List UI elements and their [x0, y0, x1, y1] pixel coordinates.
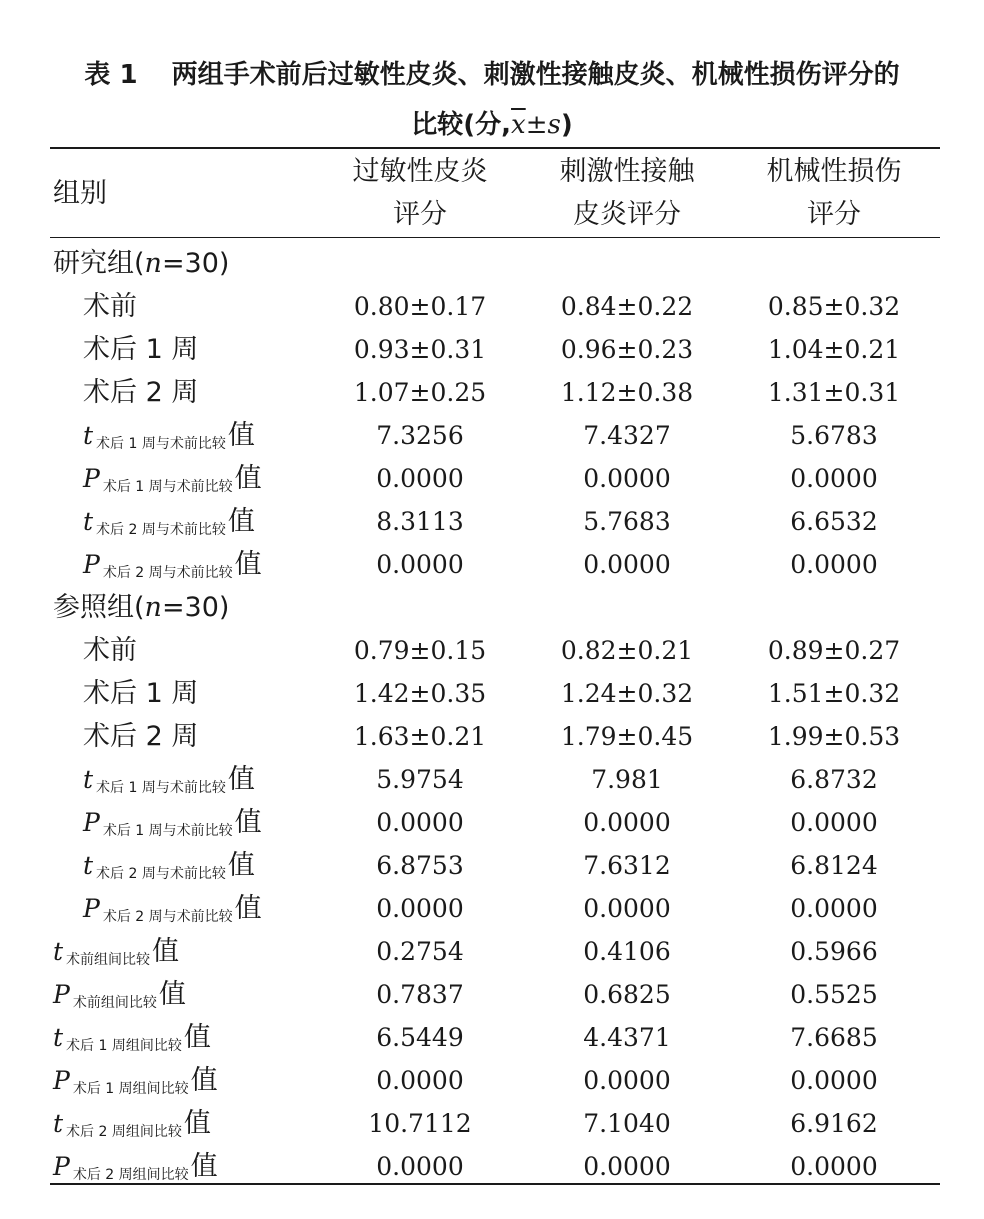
cell-value: 0.96±0.23	[560, 335, 694, 364]
cell-value: 7.4327	[583, 421, 671, 450]
row-label	[83, 629, 137, 672]
stat-suffix: 值	[234, 807, 262, 838]
stat-subscript: 术后 1 周组间比较	[72, 1081, 189, 1097]
cell-value	[320, 242, 520, 285]
stat-symbol: P	[83, 808, 100, 837]
cell-value	[527, 242, 727, 285]
table-row	[0, 1145, 984, 1188]
row-label	[53, 1059, 218, 1102]
stat-suffix: 值	[227, 850, 255, 881]
cell-value: 8.3113	[376, 507, 464, 536]
stat-subscript: 术后 2 周与术前比较	[96, 522, 226, 538]
stat-suffix: 值	[227, 506, 255, 537]
cell-value: 1.04±0.21	[767, 335, 901, 364]
sample-size-symbol: n	[144, 592, 162, 623]
timepoint-label: 术后 1 周	[83, 334, 199, 365]
table-row	[0, 1016, 984, 1059]
header-col-irritant-line2: 皮炎评分	[573, 199, 681, 230]
table-row	[0, 285, 984, 328]
table-row	[0, 758, 984, 801]
stat-suffix: 值	[158, 979, 186, 1010]
table-top-rule	[50, 147, 940, 149]
stat-suffix: 值	[227, 420, 255, 451]
stat-symbol: t	[83, 851, 94, 880]
stat-suffix: 值	[234, 893, 262, 924]
row-label	[53, 973, 186, 1016]
row-label	[83, 801, 262, 844]
cell-value: 0.0000	[376, 894, 464, 923]
cell-value: 0.82±0.21	[560, 636, 694, 665]
table-row	[0, 930, 984, 973]
stat-symbol: t	[53, 1023, 64, 1052]
cell-value: 0.0000	[376, 550, 464, 579]
stat-suffix: 值	[190, 1151, 218, 1182]
cell-value: 0.84±0.22	[560, 292, 694, 321]
table-title: 两组手术前后过敏性皮炎、刺激性接触皮炎、机械性损伤评分的	[171, 60, 900, 90]
stat-symbol: P	[83, 464, 100, 493]
cell-value: 0.0000	[583, 1152, 671, 1181]
table-caption-line1	[0, 60, 984, 90]
timepoint-label: 术前	[83, 291, 137, 322]
cell-value	[527, 586, 727, 629]
sample-size-symbol: n	[144, 248, 162, 279]
stat-symbol: P	[53, 980, 70, 1009]
sample-size-value: =30)	[161, 248, 230, 279]
cell-value: 0.0000	[790, 894, 878, 923]
cell-value: 1.31±0.31	[767, 378, 901, 407]
cell-value: 7.1040	[583, 1109, 671, 1138]
cell-value: 0.2754	[376, 937, 464, 966]
cell-value: 1.79±0.45	[560, 722, 694, 751]
row-label	[83, 414, 255, 457]
header-col-mechanical-line2: 评分	[807, 199, 861, 230]
cell-value: 7.6685	[790, 1023, 878, 1052]
cell-value: 5.6783	[790, 421, 878, 450]
group-name: 研究组(	[53, 248, 145, 279]
timepoint-label: 术前	[83, 635, 137, 666]
cell-value: 1.12±0.38	[560, 378, 694, 407]
cell-value: 0.79±0.15	[353, 636, 487, 665]
stat-symbol: t	[53, 937, 64, 966]
row-label	[83, 887, 262, 930]
cell-value: 6.8124	[790, 851, 878, 880]
group-name: 参照组(	[53, 592, 145, 623]
row-label	[83, 285, 137, 328]
cell-value: 7.3256	[376, 421, 464, 450]
cell-value: 0.0000	[376, 808, 464, 837]
row-label	[83, 715, 198, 758]
row-label	[53, 586, 229, 629]
row-label	[53, 1145, 218, 1188]
cell-value: 6.9162	[790, 1109, 878, 1138]
stat-suffix: 值	[183, 1022, 211, 1053]
cell-value: 0.7837	[376, 980, 464, 1009]
cell-value: 0.0000	[583, 464, 671, 493]
table-row	[0, 973, 984, 1016]
row-label	[83, 328, 198, 371]
cell-value: 5.7683	[583, 507, 671, 536]
header-col-mechanical-line1: 机械性损伤	[766, 156, 902, 187]
caption-suffix: )	[560, 110, 573, 140]
stat-suffix: 值	[152, 936, 180, 967]
table-row	[0, 457, 984, 500]
stat-subscript: 术后 1 周与术前比较	[96, 436, 226, 452]
table-row	[0, 1102, 984, 1145]
cell-value: 0.6825	[583, 980, 671, 1009]
stat-subscript: 术后 2 周组间比较	[72, 1167, 189, 1183]
cell-value: 1.24±0.32	[560, 679, 694, 708]
table-row	[0, 371, 984, 414]
table-row	[0, 887, 984, 930]
cell-value	[734, 242, 934, 285]
cell-value: 0.89±0.27	[767, 636, 901, 665]
table-caption-line2	[0, 110, 984, 140]
row-label	[83, 543, 262, 586]
stat-symbol: t	[53, 1109, 64, 1138]
table-header-rule	[50, 237, 940, 238]
row-label	[53, 1102, 211, 1145]
cell-value: 6.8732	[790, 765, 878, 794]
timepoint-label: 术后 1 周	[83, 678, 199, 709]
cell-value: 0.93±0.31	[353, 335, 487, 364]
table-row	[0, 672, 984, 715]
table-row	[0, 500, 984, 543]
cell-value: 0.0000	[376, 464, 464, 493]
table-row	[0, 328, 984, 371]
stat-subscript: 术后 1 周组间比较	[66, 1038, 182, 1054]
stat-subscript: 术后 2 周与术前比较	[102, 565, 233, 581]
sample-size-value: =30)	[161, 592, 230, 623]
cell-value: 7.6312	[583, 851, 671, 880]
stat-symbol: P	[83, 550, 100, 579]
cell-value: 0.4106	[583, 937, 671, 966]
cell-value: 0.0000	[583, 894, 671, 923]
stat-suffix: 值	[183, 1108, 211, 1139]
row-label	[83, 758, 255, 801]
row-label	[83, 500, 255, 543]
cell-value	[734, 586, 934, 629]
cell-value: 0.5966	[790, 937, 878, 966]
stat-suffix: 值	[234, 549, 262, 580]
stat-subscript: 术前组间比较	[66, 952, 151, 968]
cell-value: 0.0000	[790, 1066, 878, 1095]
stat-subscript: 术后 2 周与术前比较	[102, 909, 233, 925]
row-label	[53, 1016, 211, 1059]
stat-subscript: 术后 1 周与术前比较	[102, 479, 233, 495]
stat-symbol: t	[83, 421, 94, 450]
stat-symbol: P	[53, 1066, 70, 1095]
cell-value: 0.0000	[583, 808, 671, 837]
row-label	[83, 457, 262, 500]
stat-symbol: P	[83, 894, 100, 923]
row-label	[53, 242, 229, 285]
caption-mean-symbol: $\overline{x}$	[511, 110, 526, 140]
table-row	[0, 629, 984, 672]
cell-value: 0.0000	[376, 1066, 464, 1095]
cell-value: 0.80±0.17	[353, 292, 487, 321]
table-row	[0, 586, 984, 629]
cell-value: 0.0000	[790, 464, 878, 493]
stat-subscript: 术后 1 周与术前比较	[102, 823, 233, 839]
cell-value: 0.5525	[790, 980, 878, 1009]
timepoint-label: 术后 2 周	[83, 721, 199, 752]
stat-subscript: 术后 2 周组间比较	[66, 1124, 182, 1140]
stat-symbol: t	[83, 507, 94, 536]
caption-pm-symbol: ±	[525, 110, 548, 140]
stat-suffix: 值	[234, 463, 262, 494]
cell-value: 1.99±0.53	[767, 722, 901, 751]
cell-value: 1.51±0.32	[767, 679, 901, 708]
cell-value: 0.0000	[583, 550, 671, 579]
row-label	[83, 371, 198, 414]
cell-value: 0.0000	[790, 1152, 878, 1181]
table-row	[0, 1059, 984, 1102]
cell-value: 0.0000	[790, 808, 878, 837]
row-label	[83, 844, 255, 887]
cell-value: 6.5449	[376, 1023, 464, 1052]
stat-subscript: 术后 1 周与术前比较	[96, 780, 226, 796]
caption-sd-symbol: s	[547, 110, 561, 140]
table-row	[0, 242, 984, 285]
caption-prefix: 比较(分,	[411, 110, 512, 140]
row-label	[53, 930, 179, 973]
table-row	[0, 414, 984, 457]
cell-value: 1.42±0.35	[353, 679, 487, 708]
header-col-mechanical	[734, 150, 934, 236]
cell-value: 5.9754	[376, 765, 464, 794]
stat-subscript: 术后 2 周与术前比较	[96, 866, 226, 882]
header-group: 组别	[53, 178, 107, 209]
stat-suffix: 值	[227, 764, 255, 795]
row-label	[83, 672, 198, 715]
stat-suffix: 值	[190, 1065, 218, 1096]
cell-value: 7.981	[591, 765, 663, 794]
table-row	[0, 844, 984, 887]
table-row	[0, 715, 984, 758]
cell-value	[320, 586, 520, 629]
timepoint-label: 术后 2 周	[83, 377, 199, 408]
stat-subscript: 术前组间比较	[72, 995, 157, 1011]
cell-value: 10.7112	[368, 1109, 472, 1138]
table-row	[0, 543, 984, 586]
cell-value: 1.07±0.25	[353, 378, 487, 407]
stat-symbol: P	[53, 1152, 70, 1181]
cell-value: 4.4371	[583, 1023, 671, 1052]
header-col-irritant-line1: 刺激性接触	[559, 156, 695, 187]
cell-value: 0.85±0.32	[767, 292, 901, 321]
cell-value: 0.0000	[790, 550, 878, 579]
table-row	[0, 801, 984, 844]
header-col-allergic	[320, 150, 520, 236]
header-col-irritant	[527, 150, 727, 236]
header-col-allergic-line1: 过敏性皮炎	[352, 156, 488, 187]
stat-symbol: t	[83, 765, 94, 794]
cell-value: 6.8753	[376, 851, 464, 880]
cell-value: 0.0000	[376, 1152, 464, 1181]
cell-value: 1.63±0.21	[353, 722, 487, 751]
table-number: 表 1	[84, 60, 138, 90]
header-col-allergic-line2: 评分	[393, 199, 447, 230]
cell-value: 6.6532	[790, 507, 878, 536]
cell-value: 0.0000	[583, 1066, 671, 1095]
table-bottom-rule	[50, 1183, 940, 1185]
